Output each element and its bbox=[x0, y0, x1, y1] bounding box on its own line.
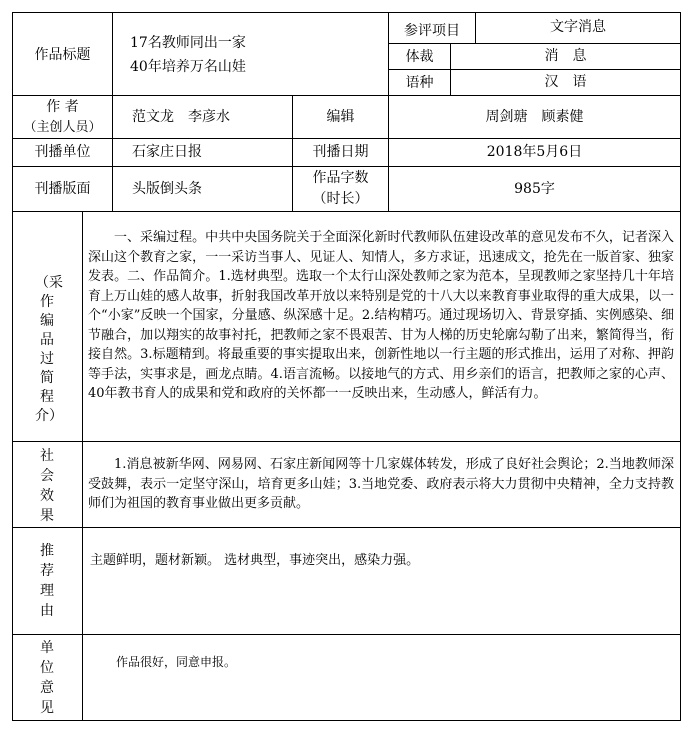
label-process: （采作编品过简程介） bbox=[35, 275, 63, 424]
value-genre: 消 息 bbox=[544, 48, 587, 64]
label-author-sub: （主创人员） bbox=[23, 120, 102, 135]
title-line-2: 40年培养万名山娃 bbox=[130, 59, 246, 75]
title-line-1: 17名教师同出一家 bbox=[130, 35, 246, 51]
value-word-count: 985字 bbox=[514, 181, 555, 197]
value-section: 头版倒头条 bbox=[132, 181, 202, 197]
label-date: 刊播日期 bbox=[312, 144, 369, 160]
value-language: 汉 语 bbox=[544, 74, 587, 90]
label-section: 刊播版面 bbox=[34, 181, 91, 197]
unit-text: 作品很好，同意申报。 bbox=[116, 655, 237, 669]
value-editors: 周剑瑭 顾素健 bbox=[485, 109, 584, 125]
value-date: 2018年5月6日 bbox=[486, 144, 583, 160]
label-word-count-sub: （时长） bbox=[312, 191, 369, 207]
label-title: 作品标题 bbox=[34, 47, 91, 63]
process-text: 一、采编过程。中共中央国务院关于全面深化新时代教师队伍建设改革的意见发布不久，记者深入深山这个教育之家，一一采访当事人、见证人、知情人，多方求证，迅速成文，抢先在一版首家、独家发表。二、作品简介。1.选材典型。选取一个太行山深处教师之家为范本，呈现教师之家坚持几十年培育上万山娃的感人故事，折射我国改革开放以来特别是党的十八大以来教育事业取得的重大成果，以一个“小家”反映一个国家，分量感、纵深感十足。2.结构精巧。通过现场切入、背景穿插、实例感染、细节融合，加以翔实的故事衬托，把教师之家不畏艰苦、甘为人梯的历史轮廓勾勒了出来，繁简得当，衔接自然。3.标题精到。将最重要的事实提取出来，创新性地以一行主题的形式推出，运用了对称、押韵等手法，实事求是，画龙点睛。4.语言流畅。以接地气的方式、用乡亲们的语言，把教师之家的心声、40年教书育人的成果和党和政府的关怀都一一反映出来，生动感人，鲜活有力。 bbox=[88, 230, 674, 401]
label-language: 语种 bbox=[405, 75, 434, 91]
label-effect: 社会效果 bbox=[40, 448, 54, 524]
reason-text: 主题鲜明，题材新颖。 选材典型，事迹突出，感染力强。 bbox=[90, 553, 420, 568]
label-author: 作 者 bbox=[46, 99, 79, 115]
label-unit: 单位意见 bbox=[40, 640, 54, 716]
label-editor: 编辑 bbox=[326, 109, 355, 125]
label-genre: 体裁 bbox=[405, 49, 434, 65]
value-entry-item: 文字消息 bbox=[550, 19, 606, 35]
label-publisher: 刊播单位 bbox=[34, 144, 91, 160]
label-word-count: 作品字数 bbox=[312, 170, 369, 186]
label-entry-item: 参评项目 bbox=[404, 23, 460, 39]
value-publisher: 石家庄日报 bbox=[132, 144, 202, 160]
effect-text: 1.消息被新华网、网易网、石家庄新闻网等十几家媒体转发，形成了良好社会舆论；2.当地教师深受鼓舞，表示一定坚守深山，培育更多山娃；3.当地党委、政府表示将大力贯彻中央精神，全力支持教师们为祖国的教育事业做出更多贡献。 bbox=[88, 457, 674, 511]
label-reason: 推荐理由 bbox=[40, 543, 54, 619]
value-authors: 范文龙 李彦水 bbox=[132, 109, 230, 125]
